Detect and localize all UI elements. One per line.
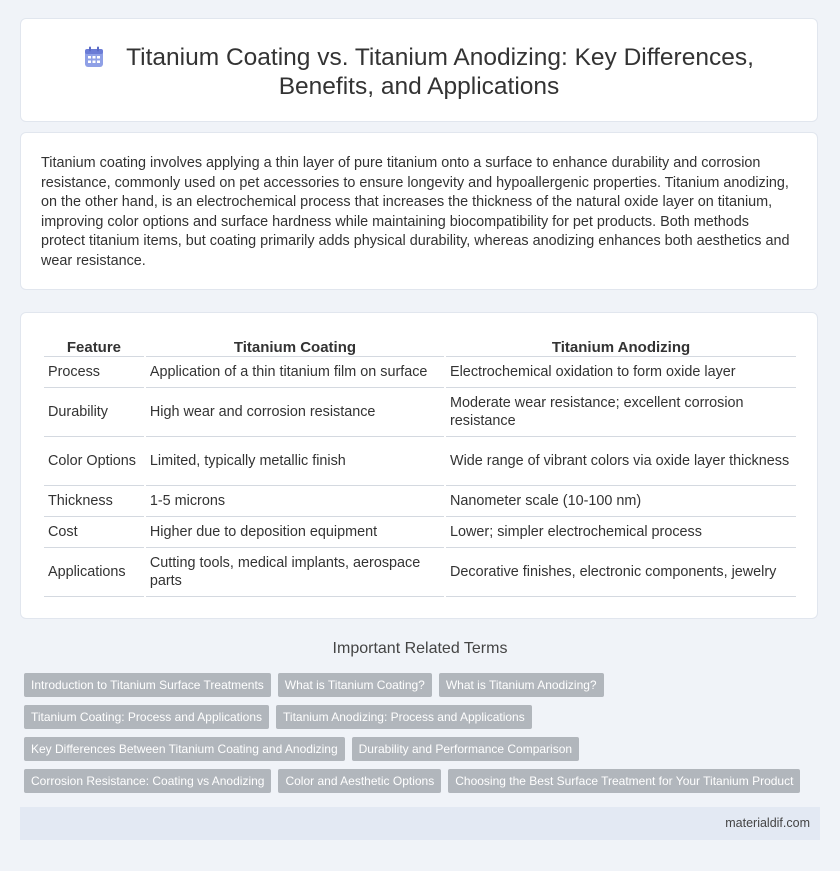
related-tag[interactable]: Color and Aesthetic Options [278, 769, 441, 793]
related-tag[interactable]: Corrosion Resistance: Coating vs Anodizing [24, 769, 271, 793]
table-cell: Durability [44, 388, 144, 437]
table-header-row [44, 333, 796, 357]
related-tag[interactable]: What is Titanium Anodizing? [439, 673, 604, 697]
table-cell: Electrochemical oxidation to form oxide layer [446, 357, 796, 388]
table-row [44, 517, 796, 548]
table-row [44, 437, 796, 486]
table-cell: Limited, typically metallic finish [146, 437, 444, 486]
intro-card [20, 132, 818, 290]
table-cell: High wear and corrosion resistance [146, 388, 444, 437]
table-cell: Cost [44, 517, 144, 548]
table-cell: 1-5 microns [146, 486, 444, 517]
table-row [44, 388, 796, 437]
related-tags-row [24, 705, 532, 729]
table-row [44, 548, 796, 597]
header-titanium-coating: Titanium Coating [146, 333, 444, 357]
table-row [44, 486, 796, 517]
footer-site-link[interactable]: materialdif.com [725, 816, 810, 830]
table-cell: Decorative finishes, electronic components, jewelry [446, 548, 796, 597]
related-tag[interactable]: Choosing the Best Surface Treatment for Your Titanium Product [448, 769, 800, 793]
comparison-table-card [20, 312, 818, 619]
table-cell: Higher due to deposition equipment [146, 517, 444, 548]
page-title-text: Titanium Coating vs. Titanium Anodizing: Key Differences, Benefits, and Applications [126, 44, 754, 100]
table-cell: Moderate wear resistance; excellent corrosion resistance [446, 388, 796, 437]
related-tag[interactable]: Titanium Anodizing: Process and Applications [276, 705, 532, 729]
intro-paragraph: Titanium coating involves applying a thin layer of pure titanium onto a surface to enhance durability and corrosion resistance, commonly used on pet accessories to ensure longevity and hypoallergenic properties. Titanium anodizing, on the other hand, is an electrochemical process that increases the thickness of the natural oxide layer on titanium, improving color options and surface hardness while maintaining biocompatibility for pet products. Both methods protect titanium items, but coating primarily adds physical durability, whereas anodizing enhances both aesthetics and wear resistance. [41, 155, 790, 269]
table-cell: Application of a thin titanium film on surface [146, 357, 444, 388]
related-tags-row [24, 737, 579, 761]
related-tag[interactable]: Key Differences Between Titanium Coating and Anodizing [24, 737, 345, 761]
related-tag[interactable]: What is Titanium Coating? [278, 673, 432, 697]
table-cell: Color Options [44, 437, 144, 486]
related-tag[interactable]: Introduction to Titanium Surface Treatments [24, 673, 271, 697]
table-cell: Cutting tools, medical implants, aerospace parts [146, 548, 444, 597]
related-terms-heading: Important Related Terms [332, 640, 508, 657]
related-tags-row [24, 673, 604, 697]
table-cell: Wide range of vibrant colors via oxide layer thickness [446, 437, 796, 486]
table-cell: Nanometer scale (10-100 nm) [446, 486, 796, 517]
table-cell: Applications [44, 548, 144, 597]
table-cell: Thickness [44, 486, 144, 517]
related-tag[interactable]: Durability and Performance Comparison [352, 737, 579, 761]
table-cell: Lower; simpler electrochemical process [446, 517, 796, 548]
footer [20, 807, 820, 840]
calendar-document-icon [84, 46, 104, 68]
related-tags-row [24, 769, 800, 793]
table-cell: Process [44, 357, 144, 388]
header-titanium-anodizing: Titanium Anodizing [446, 333, 796, 357]
comparison-table [42, 333, 798, 597]
related-tag[interactable]: Titanium Coating: Process and Applications [24, 705, 269, 729]
title-card [20, 18, 818, 122]
page-title [69, 43, 769, 101]
table-row [44, 357, 796, 388]
header-feature: Feature [44, 333, 144, 357]
